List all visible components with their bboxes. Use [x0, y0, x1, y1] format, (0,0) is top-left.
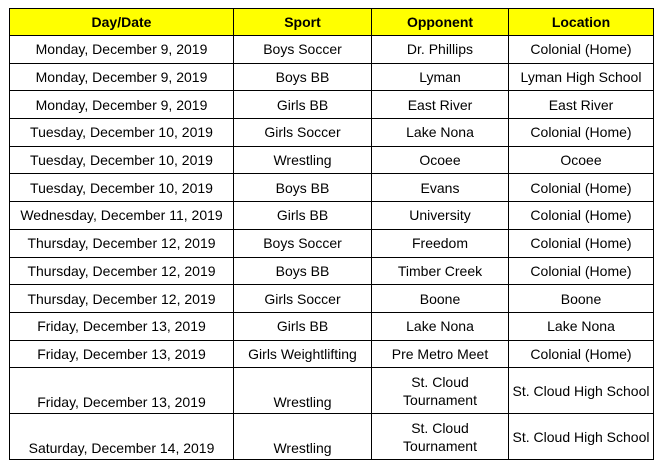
- cell-opponent: Lake Nona: [372, 312, 509, 340]
- cell-opponent: Lyman: [372, 63, 509, 91]
- cell-date: Monday, December 9, 2019: [10, 63, 234, 91]
- cell-opponent: East River: [372, 91, 509, 119]
- table-row: [10, 36, 654, 64]
- cell-location: East River: [509, 91, 654, 119]
- table-row: [10, 340, 654, 368]
- cell-sport: Girls BB: [234, 312, 372, 340]
- table-row: [10, 368, 654, 414]
- table-row: [10, 63, 654, 91]
- cell-location: Colonial (Home): [509, 257, 654, 285]
- cell-date: Monday, December 9, 2019: [10, 91, 234, 119]
- cell-sport: Boys Soccer: [234, 229, 372, 257]
- header-row: [10, 9, 654, 36]
- table-row: [10, 285, 654, 313]
- cell-sport: Girls Soccer: [234, 119, 372, 147]
- cell-location: Boone: [509, 285, 654, 313]
- cell-sport: Boys BB: [234, 257, 372, 285]
- cell-date: Tuesday, December 10, 2019: [10, 119, 234, 147]
- cell-opponent: Dr. Phillips: [372, 36, 509, 64]
- table-row: [10, 146, 654, 174]
- cell-location: Colonial (Home): [509, 36, 654, 64]
- cell-opponent: Evans: [372, 174, 509, 202]
- column-header-sport: Sport: [234, 9, 372, 36]
- cell-location: St. Cloud High School: [509, 368, 654, 414]
- cell-location: Colonial (Home): [509, 340, 654, 368]
- cell-sport: Wrestling: [234, 414, 372, 460]
- table-row: [10, 312, 654, 340]
- table-row: [10, 257, 654, 285]
- cell-date: Thursday, December 12, 2019: [10, 229, 234, 257]
- cell-date: Friday, December 13, 2019: [10, 368, 234, 414]
- cell-sport: Girls BB: [234, 91, 372, 119]
- cell-date: Tuesday, December 10, 2019: [10, 146, 234, 174]
- cell-location: Colonial (Home): [509, 119, 654, 147]
- cell-date: Friday, December 13, 2019: [10, 312, 234, 340]
- cell-opponent: St. Cloud Tournament: [372, 414, 509, 460]
- cell-opponent: Boone: [372, 285, 509, 313]
- cell-sport: Boys Soccer: [234, 36, 372, 64]
- schedule-table: [9, 8, 654, 460]
- cell-location: Colonial (Home): [509, 202, 654, 230]
- cell-date: Thursday, December 12, 2019: [10, 285, 234, 313]
- cell-date: Monday, December 9, 2019: [10, 36, 234, 64]
- cell-sport: Wrestling: [234, 368, 372, 414]
- table-row: [10, 202, 654, 230]
- cell-location: Colonial (Home): [509, 229, 654, 257]
- cell-opponent: Ocoee: [372, 146, 509, 174]
- cell-date: Saturday, December 14, 2019: [10, 414, 234, 460]
- cell-date: Wednesday, December 11, 2019: [10, 202, 234, 230]
- column-header-day-date: Day/Date: [10, 9, 234, 36]
- table-row: [10, 119, 654, 147]
- cell-date: Tuesday, December 10, 2019: [10, 174, 234, 202]
- cell-opponent: Freedom: [372, 229, 509, 257]
- cell-opponent: Timber Creek: [372, 257, 509, 285]
- cell-date: Thursday, December 12, 2019: [10, 257, 234, 285]
- cell-location: Ocoee: [509, 146, 654, 174]
- cell-opponent: Lake Nona: [372, 119, 509, 147]
- cell-sport: Girls BB: [234, 202, 372, 230]
- table-row: [10, 91, 654, 119]
- cell-sport: Wrestling: [234, 146, 372, 174]
- cell-sport: Boys BB: [234, 174, 372, 202]
- cell-opponent: Pre Metro Meet: [372, 340, 509, 368]
- cell-opponent: St. Cloud Tournament: [372, 368, 509, 414]
- column-header-opponent: Opponent: [372, 9, 509, 36]
- cell-location: Colonial (Home): [509, 174, 654, 202]
- cell-location: St. Cloud High School: [509, 414, 654, 460]
- table-row: [10, 414, 654, 460]
- cell-opponent: University: [372, 202, 509, 230]
- cell-location: Lyman High School: [509, 63, 654, 91]
- table-row: [10, 229, 654, 257]
- column-header-location: Location: [509, 9, 654, 36]
- cell-sport: Girls Weightlifting: [234, 340, 372, 368]
- cell-sport: Boys BB: [234, 63, 372, 91]
- cell-date: Friday, December 13, 2019: [10, 340, 234, 368]
- cell-sport: Girls Soccer: [234, 285, 372, 313]
- table-row: [10, 174, 654, 202]
- cell-location: Lake Nona: [509, 312, 654, 340]
